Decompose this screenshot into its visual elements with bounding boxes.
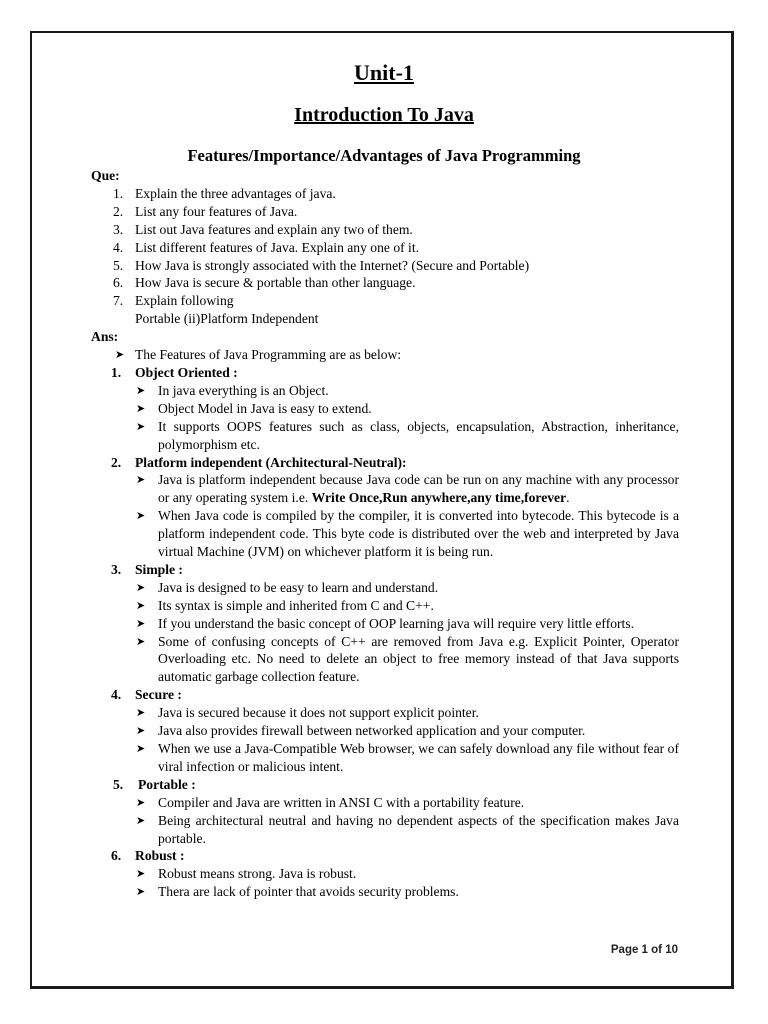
slogan-text: Write Once,Run anywhere,any time,forever xyxy=(311,490,567,506)
feature-heading: 1. Object Oriented : xyxy=(111,364,238,380)
arrow-bullet-icon: ➤ xyxy=(136,814,146,827)
answers-label: Ans: xyxy=(91,329,119,345)
feature-heading: 3. Simple : xyxy=(111,561,183,577)
question-item: 5. How Java is strongly associated with the Internet? (Secure and Portable) xyxy=(113,257,530,273)
arrow-bullet-icon: ➤ xyxy=(136,617,146,630)
arrow-bullet-icon: ➤ xyxy=(136,402,146,415)
feature-heading: 6. Robust : xyxy=(111,848,185,864)
feature-point: ➤ When we use a Java-Compatible Web browser, we can safely download any file without fear of viral infection or malicious intent. xyxy=(136,741,679,774)
arrow-bullet-icon: ➤ xyxy=(136,581,146,594)
feature-point: ➤ Object Model in Java is easy to extend. xyxy=(91,400,679,418)
arrow-bullet-icon: ➤ xyxy=(136,725,146,738)
question-item: 7. Explain following xyxy=(113,293,234,309)
feature-heading: 2. Platform independent (Architectural-Neutral): xyxy=(111,454,407,470)
feature-point: ➤ Java is platform independent because Java code can be run on any machine with any processor or any operating system i.e. Write Once,Run anywhere,any time,forever. xyxy=(136,472,679,506)
feature-portable xyxy=(91,776,679,848)
feature-platform-independent xyxy=(91,454,679,561)
feature-point: ➤ Its syntax is simple and inherited from C and C++. xyxy=(91,597,679,615)
feature-point: ➤ Thera are lack of pointer that avoids security problems. xyxy=(91,883,679,901)
feature-point: ➤ It supports OOPS features such as class, objects, encapsulation, Abstraction, inheritance, polymorphism etc. xyxy=(136,418,679,452)
feature-point: ➤ Java is secured because it does not support explicit pointer. xyxy=(91,704,679,722)
feature-point: ➤ Being architectural neutral and having no dependent aspects of the specification makes Java portable. xyxy=(136,812,679,846)
arrow-bullet-icon: ➤ xyxy=(136,420,146,433)
arrow-bullet-icon: ➤ xyxy=(136,796,146,809)
questions-label: Que: xyxy=(91,168,120,183)
arrow-bullet-icon: ➤ xyxy=(136,599,146,612)
section-heading: Features/Importance/Advantages of Java Programming xyxy=(187,146,581,165)
feature-point: ➤ Java also provides firewall between networked application and your computer. xyxy=(91,722,679,740)
page-number: Page 1 of 10 xyxy=(610,944,678,956)
unit-title: Unit-1 xyxy=(354,60,414,85)
question-item: 6. How Java is secure & portable than other language. xyxy=(113,275,416,291)
feature-robust xyxy=(91,847,679,901)
feature-point: ➤ When Java code is compiled by the compiler, it is converted into bytecode. This bytecode is a platform independent code. This byte code is distributed over the web and interpreted by Java virtual Machine (JVM) on whichever platform it is being run. xyxy=(136,508,679,560)
arrow-bullet-icon: ➤ xyxy=(136,474,146,487)
document-body xyxy=(91,167,679,901)
arrow-bullet-icon: ➤ xyxy=(136,868,146,881)
feature-point: ➤ Compiler and Java are written in ANSI C with a portability feature. xyxy=(91,794,679,812)
feature-heading: 5. Portable : xyxy=(113,776,196,792)
arrow-bullet-icon: ➤ xyxy=(136,635,146,648)
feature-secure xyxy=(91,686,679,776)
feature-heading: 4. Secure : xyxy=(111,687,182,703)
feature-point: ➤ If you understand the basic concept of OOP learning java will require very little efforts. xyxy=(91,615,679,633)
feature-object-oriented xyxy=(91,364,679,454)
questions-list xyxy=(91,185,679,310)
feature-point: ➤ In java everything is an Object. xyxy=(91,382,679,400)
arrow-bullet-icon: ➤ xyxy=(136,510,146,523)
question-item: 1. Explain the three advantages of java. xyxy=(113,185,336,201)
arrow-bullet-icon: ➤ xyxy=(136,384,146,397)
arrow-bullet-icon: ➤ xyxy=(136,707,146,720)
question-item: 4. List different features of Java. Explain any one of it. xyxy=(113,239,419,255)
feature-simple xyxy=(91,561,679,686)
document-title: Introduction To Java xyxy=(294,104,474,126)
feature-point: ➤ Some of confusing concepts of C++ are removed from Java e.g. Explicit Pointer, Operator Overloading etc. No need to delete an object to free memory instead of that Java supports automatic garbage collection feature. xyxy=(136,633,679,685)
question-item: 3. List out Java features and explain any two of them. xyxy=(113,221,413,237)
question-item: 2. List any four features of Java. xyxy=(113,203,298,219)
feature-point: ➤ Java is designed to be easy to learn and understand. xyxy=(91,579,679,597)
arrow-bullet-icon: ➤ xyxy=(136,743,146,755)
answers-intro: ➤ The Features of Java Programming are as below: xyxy=(91,346,679,364)
arrow-bullet-icon: ➤ xyxy=(136,886,146,899)
question-continuation: Portable (ii)Platform Independent xyxy=(135,311,319,327)
feature-point: ➤ Robust means strong. Java is robust. xyxy=(91,865,679,883)
arrow-bullet-icon: ➤ xyxy=(115,349,125,362)
